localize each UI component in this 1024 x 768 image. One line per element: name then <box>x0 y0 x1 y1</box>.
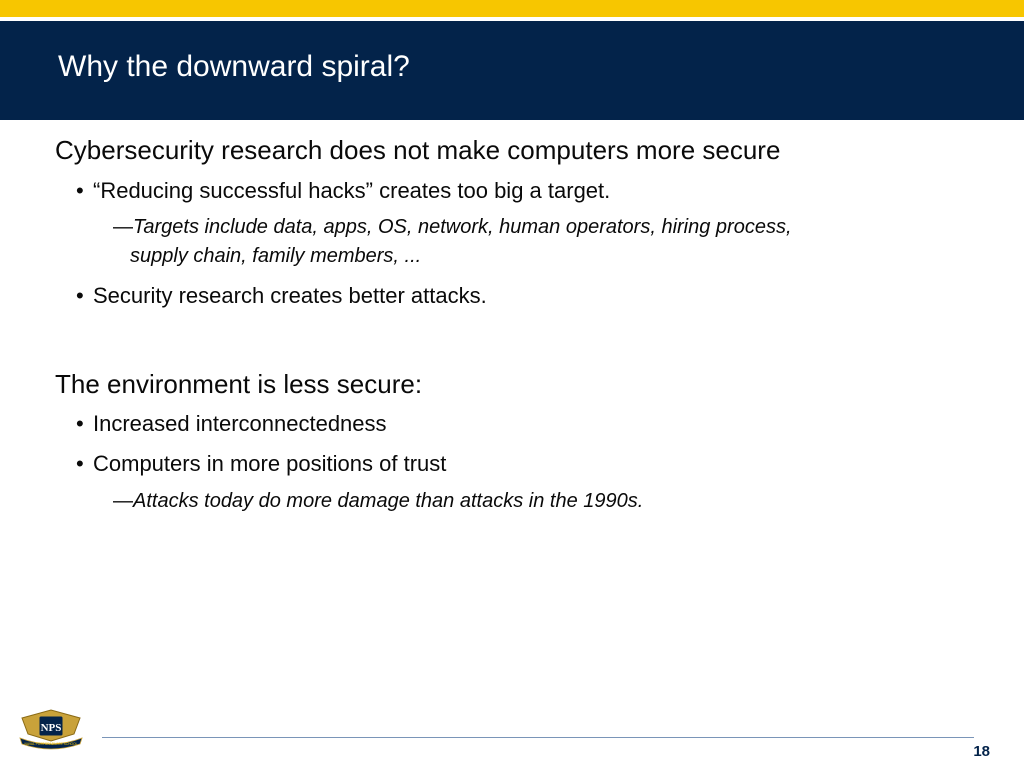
bullet-dot: • <box>76 411 84 436</box>
sub-text-line1: Attacks today do more damage than attacks in the 1990s. <box>133 490 644 512</box>
dash-marker: — <box>113 490 133 512</box>
header-gold-bar <box>0 0 1024 17</box>
dash-marker: — <box>113 216 133 238</box>
section1-bullet-1 <box>76 180 610 202</box>
bullet-dot: • <box>76 178 84 203</box>
nps-logo <box>16 708 86 750</box>
section2-heading: The environment is less secure: <box>55 369 423 399</box>
bullet-text: Computers in more positions of trust <box>93 451 447 476</box>
section1-heading: Cybersecurity research does not make computers more secure <box>55 135 781 165</box>
section1-sub-point <box>113 213 953 271</box>
section2-bullet-2 <box>76 453 446 475</box>
bullet-dot: • <box>76 451 84 476</box>
bullet-dot: • <box>76 283 84 308</box>
logo-text: NPS <box>40 722 62 734</box>
bullet-text: “Reducing successful hacks” creates too big a target. <box>93 178 611 203</box>
sub-text-line1: Targets include data, apps, OS, network, human operators, hiring process, <box>133 216 792 238</box>
logo-ribbon-text: NAVAL POSTGRADUATE SCHOOL <box>24 742 78 746</box>
sub-text-line2: supply chain, family members, ... <box>130 245 422 267</box>
footer-line <box>102 737 974 738</box>
slide-title: Why the downward spiral? <box>58 50 410 83</box>
section2-sub-point <box>113 487 953 516</box>
page-number: 18 <box>973 743 990 760</box>
bullet-text: Increased interconnectedness <box>93 411 387 436</box>
bullet-text: Security research creates better attacks. <box>93 283 487 308</box>
section1-bullet-2 <box>76 285 487 307</box>
section2-bullet-1 <box>76 413 387 435</box>
